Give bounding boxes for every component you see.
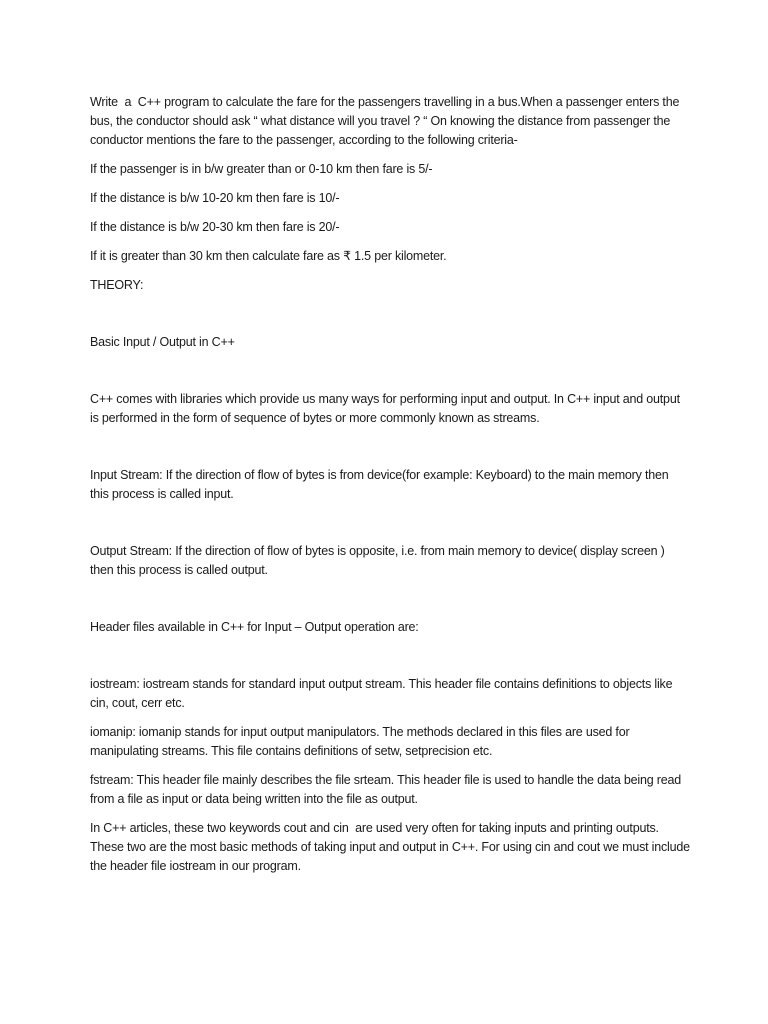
problem-statement: Write a C++ program to calculate the fare for the passengers travelling in a bus.When a passenger enters the bus, the conductor should ask “ what distance will you travel ? “ On knowing the distance from passenger the conductor mentions the fare to the passenger, according to the following criteria- xyxy=(90,95,683,147)
basic-io-heading: Basic Input / Output in C++ xyxy=(90,335,235,349)
output-stream-paragraph: Output Stream: If the direction of flow of bytes is opposite, i.e. from main memory to device( display screen ) then this process is called output. xyxy=(90,544,668,577)
fstream-paragraph: fstream: This header file mainly describes the file srteam. This header file is used to handle the data being read from a file as input or data being written into the file as output. xyxy=(90,773,685,806)
iomanip-paragraph: iomanip: iomanip stands for input output manipulators. The methods declared in this files are used for manipulating streams. This file contains definitions of setw, setprecision etc. xyxy=(90,725,633,758)
criteria-20-30km: If the distance is b/w 20-30 km then fare is 20/- xyxy=(90,220,340,234)
document-page xyxy=(90,93,694,876)
header-files-heading: Header files available in C++ for Input – Output operation are: xyxy=(90,620,419,634)
iostream-paragraph: iostream: iostream stands for standard input output stream. This header file contains definitions to objects like cin, cout, cerr etc. xyxy=(90,677,676,710)
cin-cout-paragraph: In C++ articles, these two keywords cout and cin are used very often for taking inputs and printing outputs. These two are the most basic methods of taking input and output in C++. For using cin and cout we must include the header file iostream in our program. xyxy=(90,821,694,873)
criteria-0-10km: If the passenger is in b/w greater than or 0-10 km then fare is 5/- xyxy=(90,162,433,176)
criteria-10-20km: If the distance is b/w 10-20 km then fare is 10/- xyxy=(90,191,340,205)
input-stream-paragraph: Input Stream: If the direction of flow of bytes is from device(for example: Keyboard) to the main memory then this process is called input. xyxy=(90,468,672,501)
io-intro-paragraph: C++ comes with libraries which provide us many ways for performing input and output. In C++ input and output is performed in the form of sequence of bytes or more commonly known as streams. xyxy=(90,392,684,425)
criteria-over-30km: If it is greater than 30 km then calculate fare as ₹ 1.5 per kilometer. xyxy=(90,249,447,263)
theory-heading: THEORY: xyxy=(90,278,144,292)
